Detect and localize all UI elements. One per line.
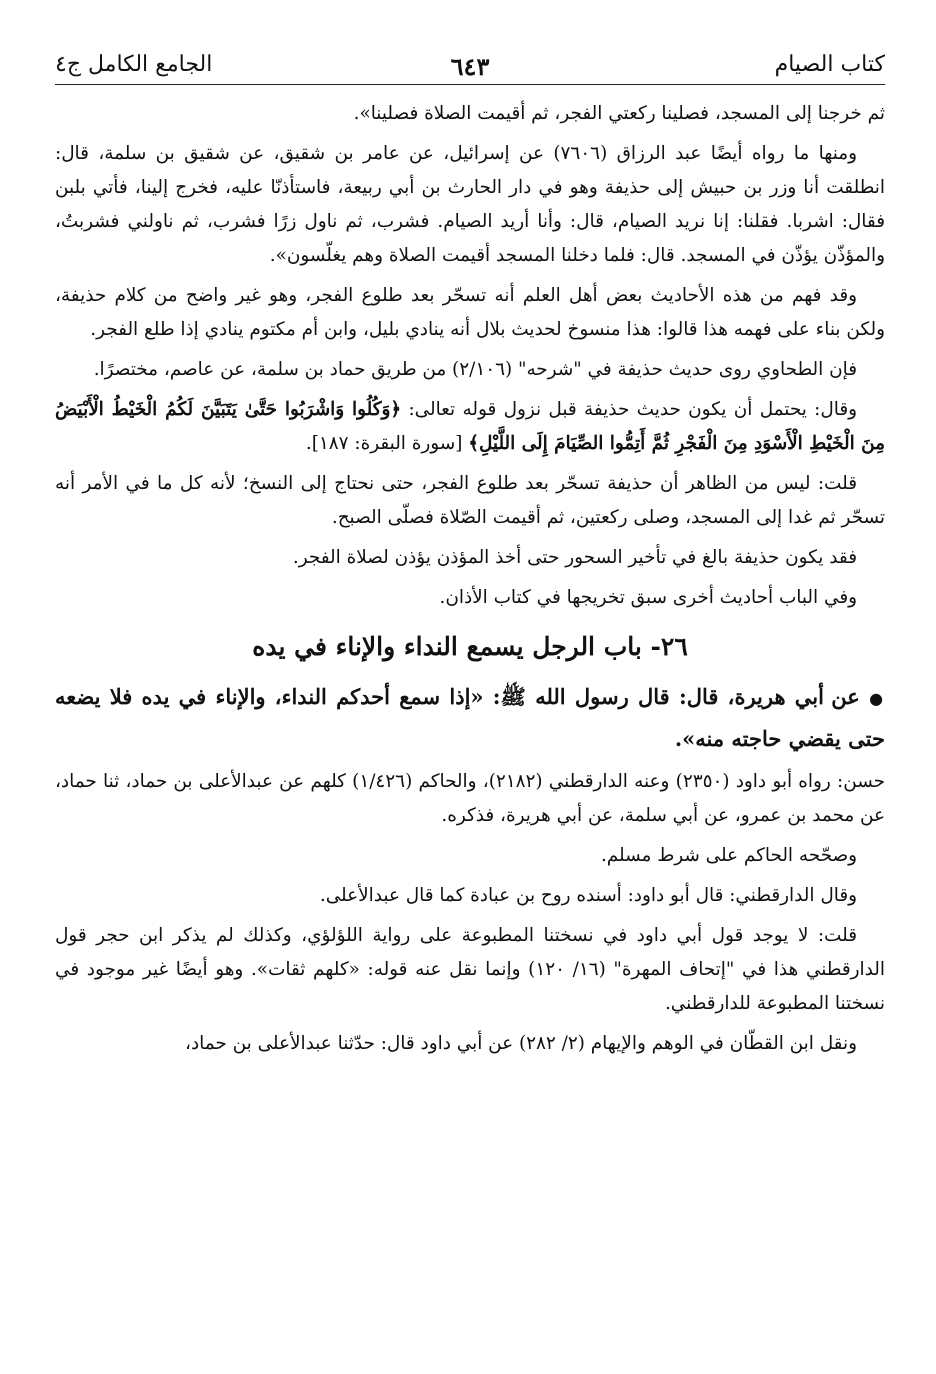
- paragraph: حسن: رواه أبو داود (٢٣٥٠) وعنه الدارقطني (٢١٨٢)، والحاكم (١/٤٢٦) كلهم عن عبدالأعلى بن حماد، ثنا حماد، عن محمد بن عمرو، عن أبي سلمة، عن أبي هريرة، فذكره.: [55, 771, 886, 826]
- paragraph: قلت: لا يوجد قول أبي داود في نسختنا المطبوعة على رواية اللؤلؤي، وكذلك لم يذكر ابن حجر قول الدارقطني هذا في "إتحاف المهرة" (١٦/ ١٢٠) وإنما نقل عنه قوله: «كلهم ثقات». وهو أيضًا غير موجود في نسختنا المطبوعة للدارقطني.: [55, 925, 886, 1014]
- page-number: ٦٤٣: [450, 52, 490, 81]
- page-header: [55, 48, 885, 85]
- paragraph: ثم خرجنا إلى المسجد، فصلينا ركعتي الفجر، ثم أقيمت الصلاة فصلينا».: [353, 103, 885, 124]
- paragraph: فقد يكون حذيفة بالغ في تأخير السحور حتى أخذ المؤذن يؤذن لصلاة الفجر.: [292, 547, 857, 568]
- quran-verse: ﴿وَكُلُوا وَاشْرَبُوا حَتَّىٰ يَتَبَيَّنَ لَكُمُ الْخَيْطُ الْأَبْيَضُ مِنَ الْخَيْطِ الْأَسْوَدِ مِنَ الْفَجْرِ ثُمَّ أَتِمُّوا الصِّيَامَ إِلَى اللَّيْلِ﴾: [55, 399, 885, 454]
- paragraph: ونقل ابن القطّان في الوهم والإيهام (٢/ ٢٨٢) عن أبي داود قال: حدّثنا عبدالأعلى بن حماد،: [185, 1033, 857, 1054]
- book-title-right: كتاب الصيام: [774, 52, 885, 77]
- quran-intro: وقال: يحتمل أن يكون حديث حذيفة قبل نزول قوله تعالى:: [401, 399, 857, 420]
- quran-reference: [سورة البقرة: ١٨٧].: [305, 433, 469, 454]
- book-page: [55, 48, 885, 1067]
- paragraph: وقد فهم من هذه الأحاديث بعض أهل العلم أنه تسحّر بعد طلوع الفجر، وهو غير واضح من كلام حذيفة، ولكن بناء على فهمه هذا قالوا: هذا منسوخ لحديث بلال أنه ينادي بليل، وابن أم مكتوم ينادي إذا طلع الفجر.: [55, 285, 885, 340]
- quran-paragraph: [55, 393, 885, 461]
- bullet-icon: ●: [869, 689, 886, 708]
- paragraph: وصحّحه الحاكم على شرط مسلم.: [600, 845, 857, 866]
- paragraph: وفي الباب أحاديث أخرى سبق تخريجها في كتاب الأذان.: [439, 587, 857, 608]
- paragraph: فإن الطحاوي روى حديث حذيفة في "شرحه" (٢/١٠٦) من طريق حماد بن سلمة، عن عاصم، مختصرًا.: [93, 359, 857, 380]
- hadith-text: [55, 677, 885, 759]
- paragraph: وقال الدارقطني: قال أبو داود: أسنده روح بن عبادة كما قال عبدالأعلى.: [319, 885, 857, 906]
- paragraph: قلت: ليس من الظاهر أن حذيفة تسحّر بعد طلوع الفجر، حتى نحتاج إلى النسخ؛ لأنه كل ما في الأمر أنه تسحّر ثم غدا إلى المسجد، وصلى ركعتين، ثم أقيمت الصّلاة فصلّى الصبح.: [55, 473, 885, 528]
- chapter-heading: ٢٦- باب الرجل يسمع النداء والإناء في يده: [252, 632, 688, 661]
- hadith-body: عن أبي هريرة، قال: قال رسول الله ﷺ: «إذا سمع أحدكم النداء، والإناء في يده فلا يضعه حتى يقضي حاجته منه».: [55, 684, 885, 751]
- book-title-left: الجامع الكامل ج٤: [55, 52, 213, 77]
- page-body: [55, 97, 885, 1061]
- paragraph: ومنها ما رواه أيضًا عبد الرزاق (٧٦٠٦) عن إسرائيل، عن عامر بن شقيق، عن شقيق بن سلمة، قال: انطلقت أنا وزر بن حبيش إلى حذيفة وهو في دار الحارث بن أبي ربيعة، فاستأذنّا عليه، فخرج إلينا، فأتي بلبن فقال: اشربا. فقلنا: إنا نريد الصيام، قال: وأنا أريد الصيام. فشرب، ثم ناول زرًا فشرب، ثم ناولني فشربتُ، والمؤذّن يؤذّن في المسجد. قال: فلما دخلنا المسجد أقيمت الصلاة وهم يغلّسون».: [55, 143, 885, 266]
